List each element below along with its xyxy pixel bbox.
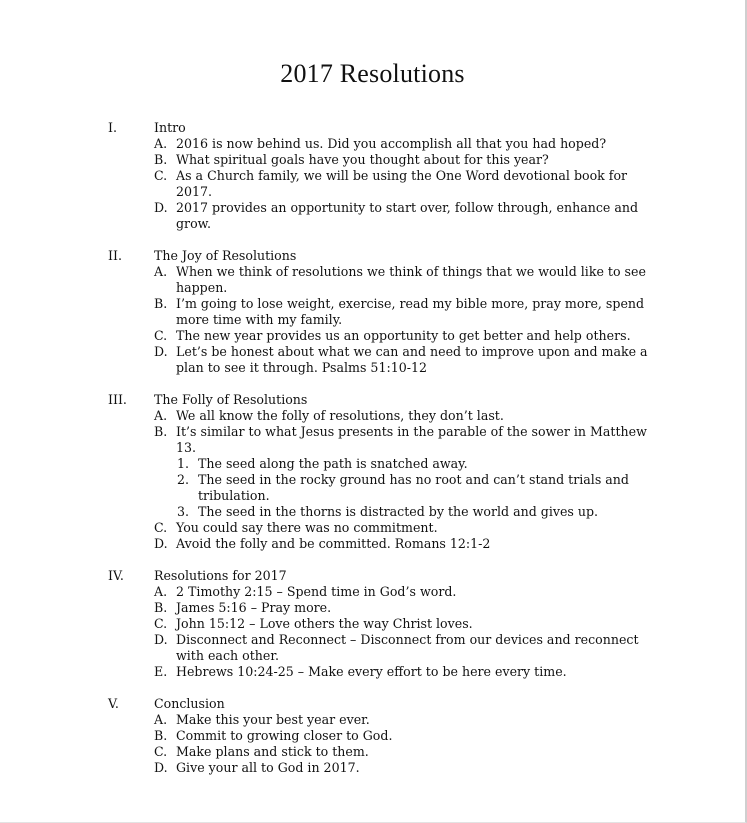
item-letter: C. [154, 168, 168, 183]
item-letter: B. [154, 600, 168, 615]
item-letter: D. [154, 536, 168, 551]
section-numeral: IV. [108, 568, 124, 583]
item-letter: A. [154, 712, 168, 727]
item-text: Give your all to God in 2017. [176, 760, 360, 775]
item-text: Make this your best year ever. [176, 712, 370, 727]
section-heading [0, 248, 747, 264]
outline-item [0, 584, 666, 600]
outline-item [0, 168, 666, 200]
item-text: As a Church family, we will be using the One Word devotional book for 2017. [176, 168, 628, 199]
outline-item [0, 520, 666, 536]
outline-section [0, 120, 747, 232]
outline-item [0, 664, 666, 680]
page-title: 2017 Resolutions [280, 59, 465, 88]
section-title: Conclusion [154, 696, 225, 711]
item-letter: B. [154, 152, 168, 167]
outline-item [0, 152, 666, 168]
subitem-number: 1. [177, 456, 190, 471]
item-text: Let’s be honest about what we can and need to improve upon and make a plan to see it through. Psalms 51:10-12 [176, 344, 648, 375]
section-title: The Joy of Resolutions [154, 248, 297, 263]
outline-subitem [0, 472, 666, 504]
item-letter: D. [154, 200, 168, 215]
outline-subitem [0, 456, 666, 472]
item-text: I’m going to lose weight, exercise, read my bible more, pray more, spend more time with my family. [176, 296, 645, 327]
section-numeral: II. [108, 248, 122, 263]
outline-item [0, 296, 666, 328]
item-letter: A. [154, 584, 168, 599]
item-text: It’s similar to what Jesus presents in the parable of the sower in Matthew 13. [176, 424, 647, 455]
section-heading [0, 696, 747, 712]
item-letter: D. [154, 632, 168, 647]
item-text: 2 Timothy 2:15 – Spend time in God’s word. [176, 584, 457, 599]
outline-section [0, 568, 747, 680]
item-text: The new year provides us an opportunity to get better and help others. [176, 328, 631, 343]
section-title: Resolutions for 2017 [154, 568, 287, 583]
section-heading [0, 568, 747, 584]
item-text: Make plans and stick to them. [176, 744, 369, 759]
section-heading [0, 120, 747, 136]
item-text: John 15:12 – Love others the way Christ loves. [176, 616, 473, 631]
item-text: When we think of resolutions we think of things that we would like to see happen. [176, 264, 646, 295]
outline-item [0, 744, 666, 760]
subitem-number: 3. [177, 504, 190, 519]
item-letter: D. [154, 760, 168, 775]
item-text: Avoid the folly and be committed. Romans 12:1-2 [176, 536, 491, 551]
outline-item [0, 760, 666, 776]
item-letter: A. [154, 264, 168, 279]
outline-item [0, 264, 666, 296]
outline-item [0, 136, 666, 152]
section-title: Intro [154, 120, 186, 135]
outline-section [0, 696, 747, 776]
section-numeral: III. [108, 392, 127, 407]
outline-section [0, 248, 747, 376]
item-letter: C. [154, 744, 168, 759]
item-letter: E. [154, 664, 168, 679]
item-text: You could say there was no commitment. [176, 520, 438, 535]
item-text: Disconnect and Reconnect – Disconnect from our devices and reconnect with each other. [176, 632, 639, 663]
outline-item [0, 200, 666, 232]
item-letter: B. [154, 728, 168, 743]
outline-item [0, 728, 666, 744]
section-numeral: V. [108, 696, 119, 711]
outline-item [0, 328, 666, 344]
item-text: James 5:16 – Pray more. [176, 600, 332, 615]
outline-section [0, 392, 747, 552]
item-letter: C. [154, 520, 168, 535]
outline-subitem [0, 504, 666, 520]
item-text: We all know the folly of resolutions, they don’t last. [176, 408, 504, 423]
outline-item [0, 616, 666, 632]
item-letter: C. [154, 328, 168, 343]
sermon-outline [0, 120, 747, 792]
section-heading [0, 392, 747, 408]
item-text: Commit to growing closer to God. [176, 728, 393, 743]
outline-item [0, 536, 666, 552]
item-text: 2017 provides an opportunity to start over, follow through, enhance and grow. [176, 200, 639, 231]
item-letter: A. [154, 408, 168, 423]
outline-item [0, 632, 666, 664]
section-title: The Folly of Resolutions [154, 392, 308, 407]
subitem-text: The seed in the thorns is distracted by the world and gives up. [198, 504, 599, 519]
item-letter: B. [154, 424, 168, 439]
outline-item [0, 600, 666, 616]
item-letter: A. [154, 136, 168, 151]
outline-item [0, 712, 666, 728]
item-text: 2016 is now behind us. Did you accomplish all that you had hoped? [176, 136, 607, 151]
subitem-text: The seed along the path is snatched away. [198, 456, 468, 471]
item-text: What spiritual goals have you thought about for this year? [176, 152, 549, 167]
item-text: Hebrews 10:24-25 – Make every effort to be here every time. [176, 664, 567, 679]
section-numeral: I. [108, 120, 117, 135]
subitem-text: The seed in the rocky ground has no root and can’t stand trials and tribulation. [198, 472, 629, 503]
item-letter: D. [154, 344, 168, 359]
outline-item [0, 424, 666, 456]
outline-item [0, 408, 666, 424]
outline-item [0, 344, 666, 376]
subitem-number: 2. [177, 472, 190, 487]
item-letter: B. [154, 296, 168, 311]
item-letter: C. [154, 616, 168, 631]
